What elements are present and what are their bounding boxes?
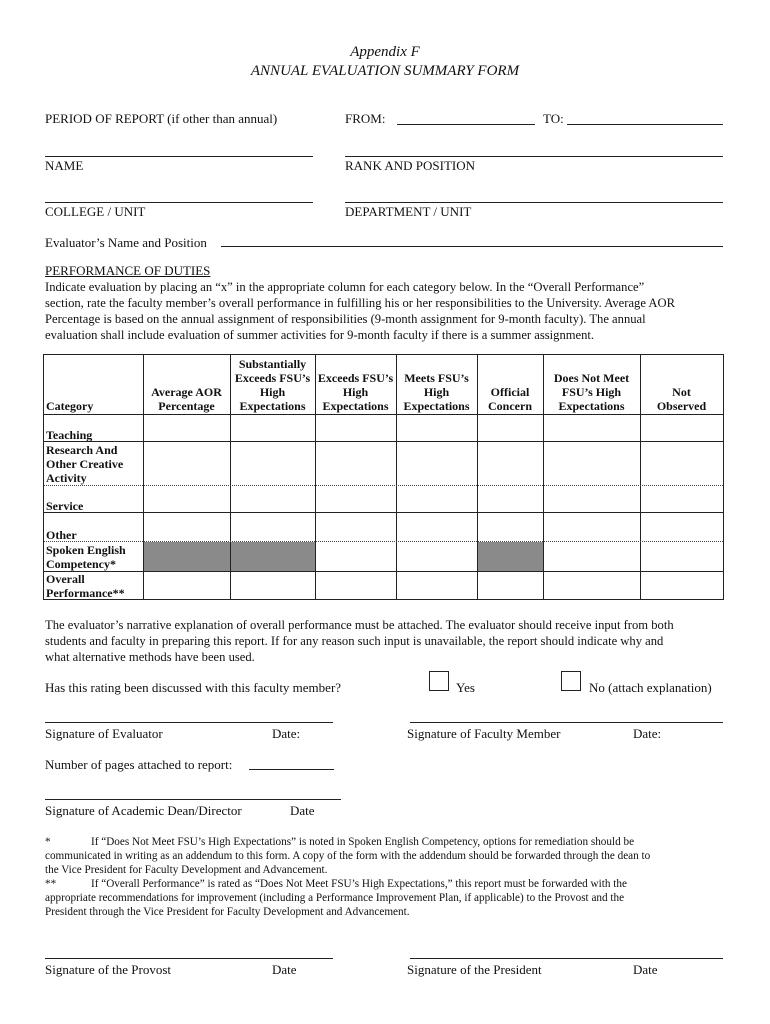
row-other: Other [46,528,77,542]
form-title: ANNUAL EVALUATION SUMMARY FORM [250,63,520,79]
president-signature-label: Signature of the President [407,962,542,977]
president-date-label: Date [633,962,658,977]
evaluator-field[interactable] [221,246,723,247]
evaluator-date-label: Date: [272,726,301,741]
provost-date-label: Date [272,962,297,977]
footnote-1: If “Does Not Meet FSU’s High Expectations” is noted in Spoken English Competency, options for remediation should be communicated in writing as an addendum to this form. A copy of the form with the addendum should be forwarded through the dean to the Vice President for Faculty Development and Advancement. [45,836,651,876]
to-field[interactable] [567,124,723,125]
header-category: Category [46,399,94,413]
rank-label: RANK AND POSITION [345,158,476,173]
shaded-cell [231,542,315,571]
footnote-2: If “Overall Performance” is rated as “Does Not Meet FSU’s High Expectations,” this report must be forwarded with the appropriate recommendations for improvement (including a Performance Improvement Plan, if applicable) to the Provost and the President through the Vice President for Faculty Development and Advancement. [45,878,627,918]
name-label: NAME [45,158,84,173]
pages-attached-label: Number of pages attached to report: [45,757,233,772]
department-label: DEPARTMENT / UNIT [345,204,472,219]
from-label: FROM: [345,111,386,126]
header-not-observed: Not Observed [656,385,707,413]
to-label: TO: [543,111,564,126]
header-meets: Meets FSU’s High Expectations [403,371,470,413]
row-spoken-english: Spoken English Competency* [46,543,126,571]
pages-attached-field[interactable] [249,769,334,770]
yes-checkbox[interactable] [429,671,449,691]
header-exceeds: Exceeds FSU’s High Expectations [317,371,394,413]
department-field[interactable] [345,202,723,203]
from-field[interactable] [397,124,535,125]
provost-signature-label: Signature of the Provost [45,962,172,977]
no-checkbox[interactable] [561,671,581,691]
performance-heading: PERFORMANCE OF DUTIES [45,263,211,278]
evaluator-signature-line[interactable] [45,722,333,723]
row-service: Service [46,499,84,513]
faculty-signature-label: Signature of Faculty Member [407,726,561,741]
header-average-aor: Average AOR Percentage [151,385,222,413]
period-label: PERIOD OF REPORT (if other than annual) [45,111,278,126]
president-signature-line[interactable] [410,958,723,959]
footnote-1-marker: * [45,836,51,848]
row-overall: Overall Performance** [46,572,125,600]
yes-label: Yes [456,680,475,695]
college-field[interactable] [45,202,313,203]
evaluator-label: Evaluator’s Name and Position [45,235,207,250]
faculty-signature-line[interactable] [410,722,723,723]
row-research: Research And Other Creative Activity [46,443,124,485]
rank-field[interactable] [345,156,723,157]
faculty-date-label: Date: [633,726,662,741]
name-field[interactable] [45,156,313,157]
header-substantially-exceeds: Substantially Exceeds FSU’s High Expectations [234,357,311,413]
dean-date-label: Date [290,803,315,818]
header-official-concern: Official Concern [488,385,532,413]
row-teaching: Teaching [46,428,93,442]
footnote-2-marker: ** [45,878,57,890]
shaded-cell [144,542,230,571]
shaded-cell [478,542,543,571]
college-label: COLLEGE / UNIT [45,204,146,219]
narrative-text: The evaluator’s narrative explanation of overall performance must be attached. The evaluator should receive input from both students and faculty in preparing this report. If for any reason such input is unavailable, the report should indicate why and what alternative methods have been used. [45,618,674,664]
dean-signature-label: Signature of Academic Dean/Director [45,803,242,818]
evaluation-table [43,354,724,600]
performance-instructions: Indicate evaluation by placing an “x” in the appropriate column for each category below. In the “Overall Performance” section, rate the faculty member’s overall performance in fulfilling his or her responsibilities to the University. Average AOR Percentage is based on the annual assignment of responsibilities (9-month assignment for 9-month faculty). The annual evaluation shall include evaluation of summer activities for 9-month faculty if there is a summer assignment. [45,280,675,342]
appendix-label: Appendix F [350,44,420,60]
discussion-question: Has this rating been discussed with this faculty member? [45,680,342,695]
provost-signature-line[interactable] [45,958,333,959]
dean-signature-line[interactable] [45,799,341,800]
header-does-not-meet: Does Not Meet FSU’s High Expectations [553,371,630,413]
no-label: No (attach explanation) [589,680,712,695]
evaluator-signature-label: Signature of Evaluator [45,726,163,741]
